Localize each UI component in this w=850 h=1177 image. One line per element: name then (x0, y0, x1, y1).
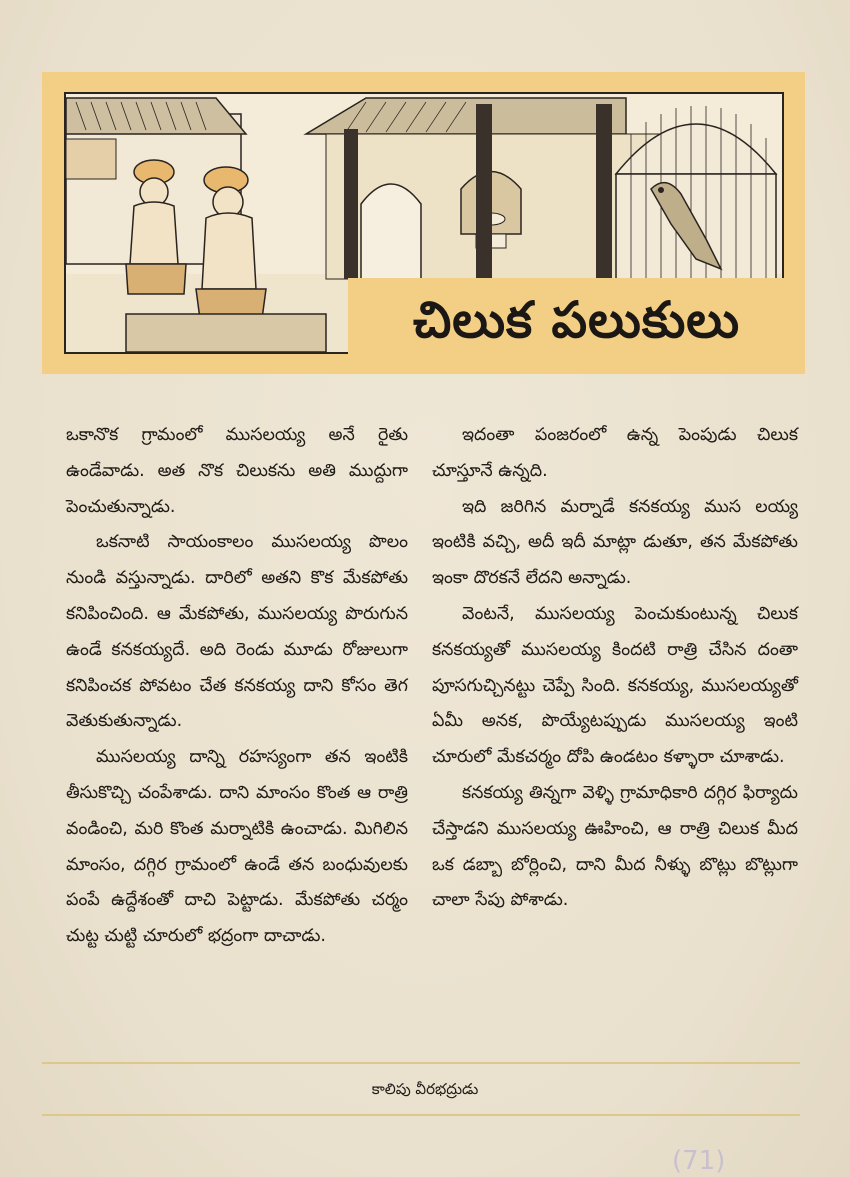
paragraph: ఇది జరిగిన మర్నాడే కనకయ్య ముస లయ్య ఇంటికి వచ్చి, అదీ ఇదీ మాట్లా డుతూ, తన మేకపోతు ఇంకా దొరకనే లేదని అన్నాడు. (432, 496, 798, 589)
paragraph: ముసలయ్య దాన్ని రహస్యంగా తన ఇంటికి తీసుకొచ్చి చంపేశాడు. దాని మాంసం కొంత ఆ రాత్రి వండించి, మరి కొంత మర్నాటికి ఉంచాడు. మిగిలిన మాంసం, దగ్గిర గ్రామంలో ఉండే తన బంధువులకు పంపే ఉద్దేశంతో దాచి పెట్టాడు. మేకపోతు చర్మం చుట్ట చుట్టి చూరులో భద్రంగా దాచాడు. (66, 747, 408, 947)
story-title: చిలుక పలుకులు (412, 290, 740, 349)
paragraph: ఒకనాటి సాయంకాలం ముసలయ్య పొలం నుండి వస్తున్నాడు. దారిలో అతని కొక మేకపోతు కనిపించింది. ఆ మేకపోతు, ముసలయ్య పొరుగున ఉండే కనకయ్యదే. అది రెండు మూడు రోజులుగా కనిపించక పోవటం చేత కనకయ్య దాని కోసం తెగ వెతుకుతున్నాడు. (66, 532, 408, 732)
left-column (66, 418, 408, 955)
paragraph: ఒకానొక గ్రామంలో ముసలయ్య అనే రైతు ఉండేవాడు. అత నొక చిలుకను అతి ముద్దుగా పెంచుతున్నాడు. (66, 425, 408, 517)
paragraph: వెంటనే, ముసలయ్య పెంచుకుంటున్న చిలుక కనకయ్యతో ముసలయ్య కిందటి రాత్రి చేసిన దంతా పూసగుచ్చినట్టు చెప్పే సింది. కనకయ్య, ముసలయ్యతో ఏమీ అనక, పొయ్యేటప్పుడు ముసలయ్య ఇంటి చూరులో మేకచర్మం దోపి ఉండటం కళ్ళారా చూశాడు. (432, 603, 798, 768)
divider-bottom (42, 1114, 800, 1116)
author-credit: కాలిపు వీరభద్రుడు (371, 1080, 479, 1098)
title-box (348, 278, 805, 374)
right-column (432, 418, 798, 919)
paragraph: ఇదంతా పంజరంలో ఉన్న పెంపుడు చిలుక చూస్తూనే ఉన్నది. (432, 425, 798, 481)
page-mark: (71) (672, 1146, 726, 1176)
divider-top (42, 1062, 800, 1064)
paragraph: కనకయ్య తిన్నగా వెళ్ళి గ్రామాధికారి దగ్గిర ఫిర్యాదు చేస్తాడని ముసలయ్య ఊహించి, ఆ రాత్రి చిలుక మీద ఒక డబ్బా బోర్లించి, దాని మీద నీళ్ళు బొట్లు బొట్లుగా చాలా సేపు పోశాడు. (432, 782, 798, 911)
